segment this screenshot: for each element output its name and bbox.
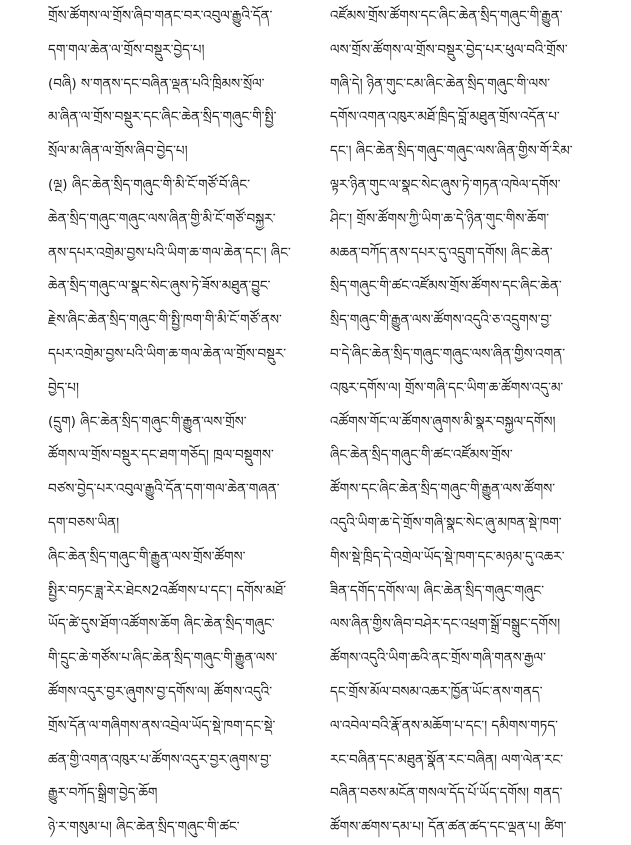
text-line: མ་ཞིན་ལ་གྲོས་བསྡུར་དང་ཞིང་ཆེན་སྲིད་གཞུང་གི་སྤྱི་ <box>48 109 277 126</box>
text-line: ཚོགས་དང་ཞིང་ཆེན་སྲིད་གཞུང་གི་རྒྱུན་ལས་ཚོགས་ <box>330 481 556 498</box>
text-line: (བཞི) ས་གནས་དང་བཞིན་ལྡན་པའི་ཁྲིམས་སྲོལ་ <box>48 75 265 92</box>
text-line: འཁུར་དགོས་ལ། གྲོས་གཞི་དང་ཡིག་ཆ་ཚོགས་འདུ་མ་ <box>330 379 564 396</box>
text-line: ཚོགས་འདུར་བྱར་ཞུགས་བྱ་དགོས་ལ། ཚོགས་འདུའི་ <box>48 683 273 700</box>
text-line: རྗེས་ཞིང་ཆེན་སྲིད་གཞུང་གི་སྤྱི་ཁག་གི་མི་ངོ་གཙོ་ནས་ <box>48 312 282 329</box>
text-line: ལས་གྲོས་ཚོགས་ལ་གྲོས་བསྡུར་བྱེད་པར་ཕུལ་བའི་གྲོས་ <box>330 41 568 58</box>
text-line: སྲོལ་མ་ཞིན་ལ་གྲོས་ཞིབ་བྱེད་པ། <box>48 143 188 160</box>
text-line: ཚན་གྱི་འགན་འཁུར་པ་ཚོགས་འདུར་བྱར་ཞུགས་བྱ་ <box>48 751 272 768</box>
text-line: དག་བཅས་ཡིན། <box>48 514 120 531</box>
text-line: ཉེ་ར་གསུམ་པ། ཞིང་ཆེན་སྲིད་གཞུང་གི་ཚང་ <box>48 819 240 836</box>
text-line: འཚོགས་གོང་ལ་ཚོགས་ཞུགས་མི་སྣར་བསྐྱལ་དགོས། <box>330 413 556 430</box>
text-line: ཆེན་སྲིད་གཞུང་ལ་སྣང་སེང་ཞུས་ཏེ་ཟོས་མཐུན་བྱུང་ <box>48 278 271 295</box>
text-line: སྲིད་གཞུང་གི་རྒྱུན་ལས་ཚོགས་འདུའི་ཅ་འདྲུགས་བྱ་ <box>330 312 553 329</box>
text-line: དགོས་འགན་འཁུར་མཐོ་ཁྲིད་བློ་མཐུན་གྲོས་འདོན་པ་ <box>330 109 560 126</box>
right-column <box>330 0 596 845</box>
text-line: ཚོགས་ཚགས་དམ་པ། དོན་ཚན་ཚད་དང་ལྡན་པ། ཚིག་ <box>330 819 567 836</box>
text-line: བ་དེ་ཞིང་ཆེན་སྲིད་གཞུང་གཞུང་ལས་ཞིན་གྱིས་འགན་ <box>330 345 566 362</box>
text-line: གཞི་དེ། ཉིན་གུང་ངམ་ཞིང་ཆེན་སྲིད་གཞུང་གི་ལས་ <box>330 75 551 92</box>
text-line: དཔར་འགྲེམ་བྱས་པའི་ཡིག་ཆ་གལ་ཆེན་ལ་གྲོས་བསྡུར་ <box>48 345 287 362</box>
text-line: གི་དྲུང་ཆེ་གཙོས་པ་ཞིང་ཆེན་སྲིད་གཞུང་གི་རྒྱུན་ལས་ <box>48 650 278 667</box>
text-line: ཞིང་ཆེན་སྲིད་གཞུང་གི་རྒྱུན་ལས་གྲོས་ཚོགས་ <box>48 548 246 565</box>
text-line: ནས་དཔར་འགྲེམ་བྱས་པའི་ཡིག་ཆ་གལ་ཆེན་དང་། ཞིང་ <box>48 244 291 261</box>
text-line: རྒྱུར་བཀོད་སྒྲིག་བྱེད་ཆོག <box>48 785 158 802</box>
text-line: མཆན་བཀོད་ནས་དཔར་དུ་འདྲུག་དགོས། ཞིང་ཆེན་ <box>330 244 553 261</box>
text-line: གྲོས་ཚོགས་ལ་གྲོས་ཞིབ་གནང་བར་འབུལ་རྒྱུའི་དོན་ <box>48 8 273 24</box>
left-column <box>48 0 314 845</box>
text-line: ལ་འབེལ་བའི་རྣོ་ནས་མཆོག་པ་དང་། དམིགས་གཏད་ <box>330 717 558 734</box>
text-line: ཞིང་ཆེན་སྲིད་གཞུང་གི་ཚང་འཛོམས་གྲོས་ <box>330 447 513 464</box>
text-line: ཚོགས་འདུའི་ཡིག་ཆའི་ནང་གྲོས་གཞི་གནས་རྒྱལ་ <box>330 650 546 667</box>
text-line: བྱེད་པ། <box>48 379 79 396</box>
text-line: ཡོད་ཚེ་དུས་ཐོག་འཚོགས་ཆོག ཞིང་ཆེན་སྲིད་གཞུང་ <box>48 616 275 633</box>
text-line: (དྲུག) ཞིང་ཆེན་སྲིད་གཞུང་གི་རྒྱུན་ལས་གྲོས་ <box>48 413 247 430</box>
text-line: རང་བཞིན་དང་མཐུན་སྣོན་རང་བཞིན། ལག་ལེན་རང་ <box>330 751 564 768</box>
text-line: དག་གལ་ཆེན་ལ་གྲོས་བསྡུར་བྱེད་པ། <box>48 41 205 58</box>
text-line: (ལྔ) ཞིང་ཆེན་སྲིད་གཞུང་གི་མི་ངོ་གཙོ་བོ་ཞིང་ <box>48 176 251 193</box>
text-line: ཆེན་སྲིད་གཞུང་གཞུང་ལས་ཞིན་གྱི་མི་ངོ་གཙོ་བསྐྱར་ <box>48 210 276 227</box>
text-line: འདུའི་ཡིག་ཆ་དེ་གྲོས་གཞི་སྣང་སེང་ཞུ་མཁན་སྡེ་ཁག་ <box>330 514 562 531</box>
text-line: གིས་སྡེ་ཁྲིད་དེ་འགྲེལ་ཡོད་སྡེ་ཁག་དང་མཉམ་དུ་འཆར་ <box>330 548 565 565</box>
text-line: དང་། ཞིང་ཆེན་སྲིད་གཞུང་གཞུང་ལས་ཞིན་གྱིས་གོ་རིམ་ <box>330 143 573 160</box>
text-line: དང་གྲོས་མོལ་བསམ་འཆར་ཁྱོན་ཡོང་ནས་གནད་ <box>330 683 543 700</box>
text-line: ཟིན་དགོད་དགོས་ལ། ཞིང་ཆེན་སྲིད་གཞུང་གཞུང་ <box>330 582 545 599</box>
text-line: སྤྱིར་བཏང་ཟླ་རེར་ཐེངས2འཚོགས་པ་དང་། དགོས་མཐོ་ <box>48 582 287 599</box>
text-line: སྲིད་གཞུང་གི་ཚང་འཛོམས་གྲོས་ཚོགས་དང་ཞིང་ཆེན་ <box>330 278 562 295</box>
text-line: གྲོས་དོན་ལ་གཞིགས་ནས་འབྲེལ་ཡོད་སྡེ་ཁག་དང་སྡེ་ <box>48 717 276 734</box>
text-line: ཚོགས་ལ་གྲོས་བསྡུར་དང་ཐག་གཅོད། ཁྲལ་བསྡུགས་ <box>48 447 274 464</box>
text-line: ལྟར་ཉིན་གུང་ལ་སྣང་སེང་ཞུས་ཏེ་གཏན་འཁེལ་དགོས་ <box>330 176 561 193</box>
text-line: བཙས་བྱེད་པར་འབུལ་རྒྱུའི་དོན་དག་གལ་ཆེན་གཞན་ <box>48 481 280 498</box>
text-line: བཞིན་བཅས་མངོན་གསལ་དོད་པོ་ཡོད་དགོས། གནད་ <box>330 785 563 802</box>
text-line: ཤིང་། གྲོས་ཚོགས་ཀྱི་ཡིག་ཆ་དེ་ཉིན་གུང་གིས་ཆོག་ <box>330 210 550 227</box>
text-line: ལས་ཞིན་གྱིས་ཞིབ་བཤེར་དང་འཕྲག་སྒྲོ་བསྒྲུང་དགོས། <box>330 616 561 633</box>
text-line: འཛོམས་གྲོས་ཚོགས་དང་ཞིང་ཆེན་སྲིད་གཞུང་གི་རྒྱུན་ <box>330 8 563 24</box>
